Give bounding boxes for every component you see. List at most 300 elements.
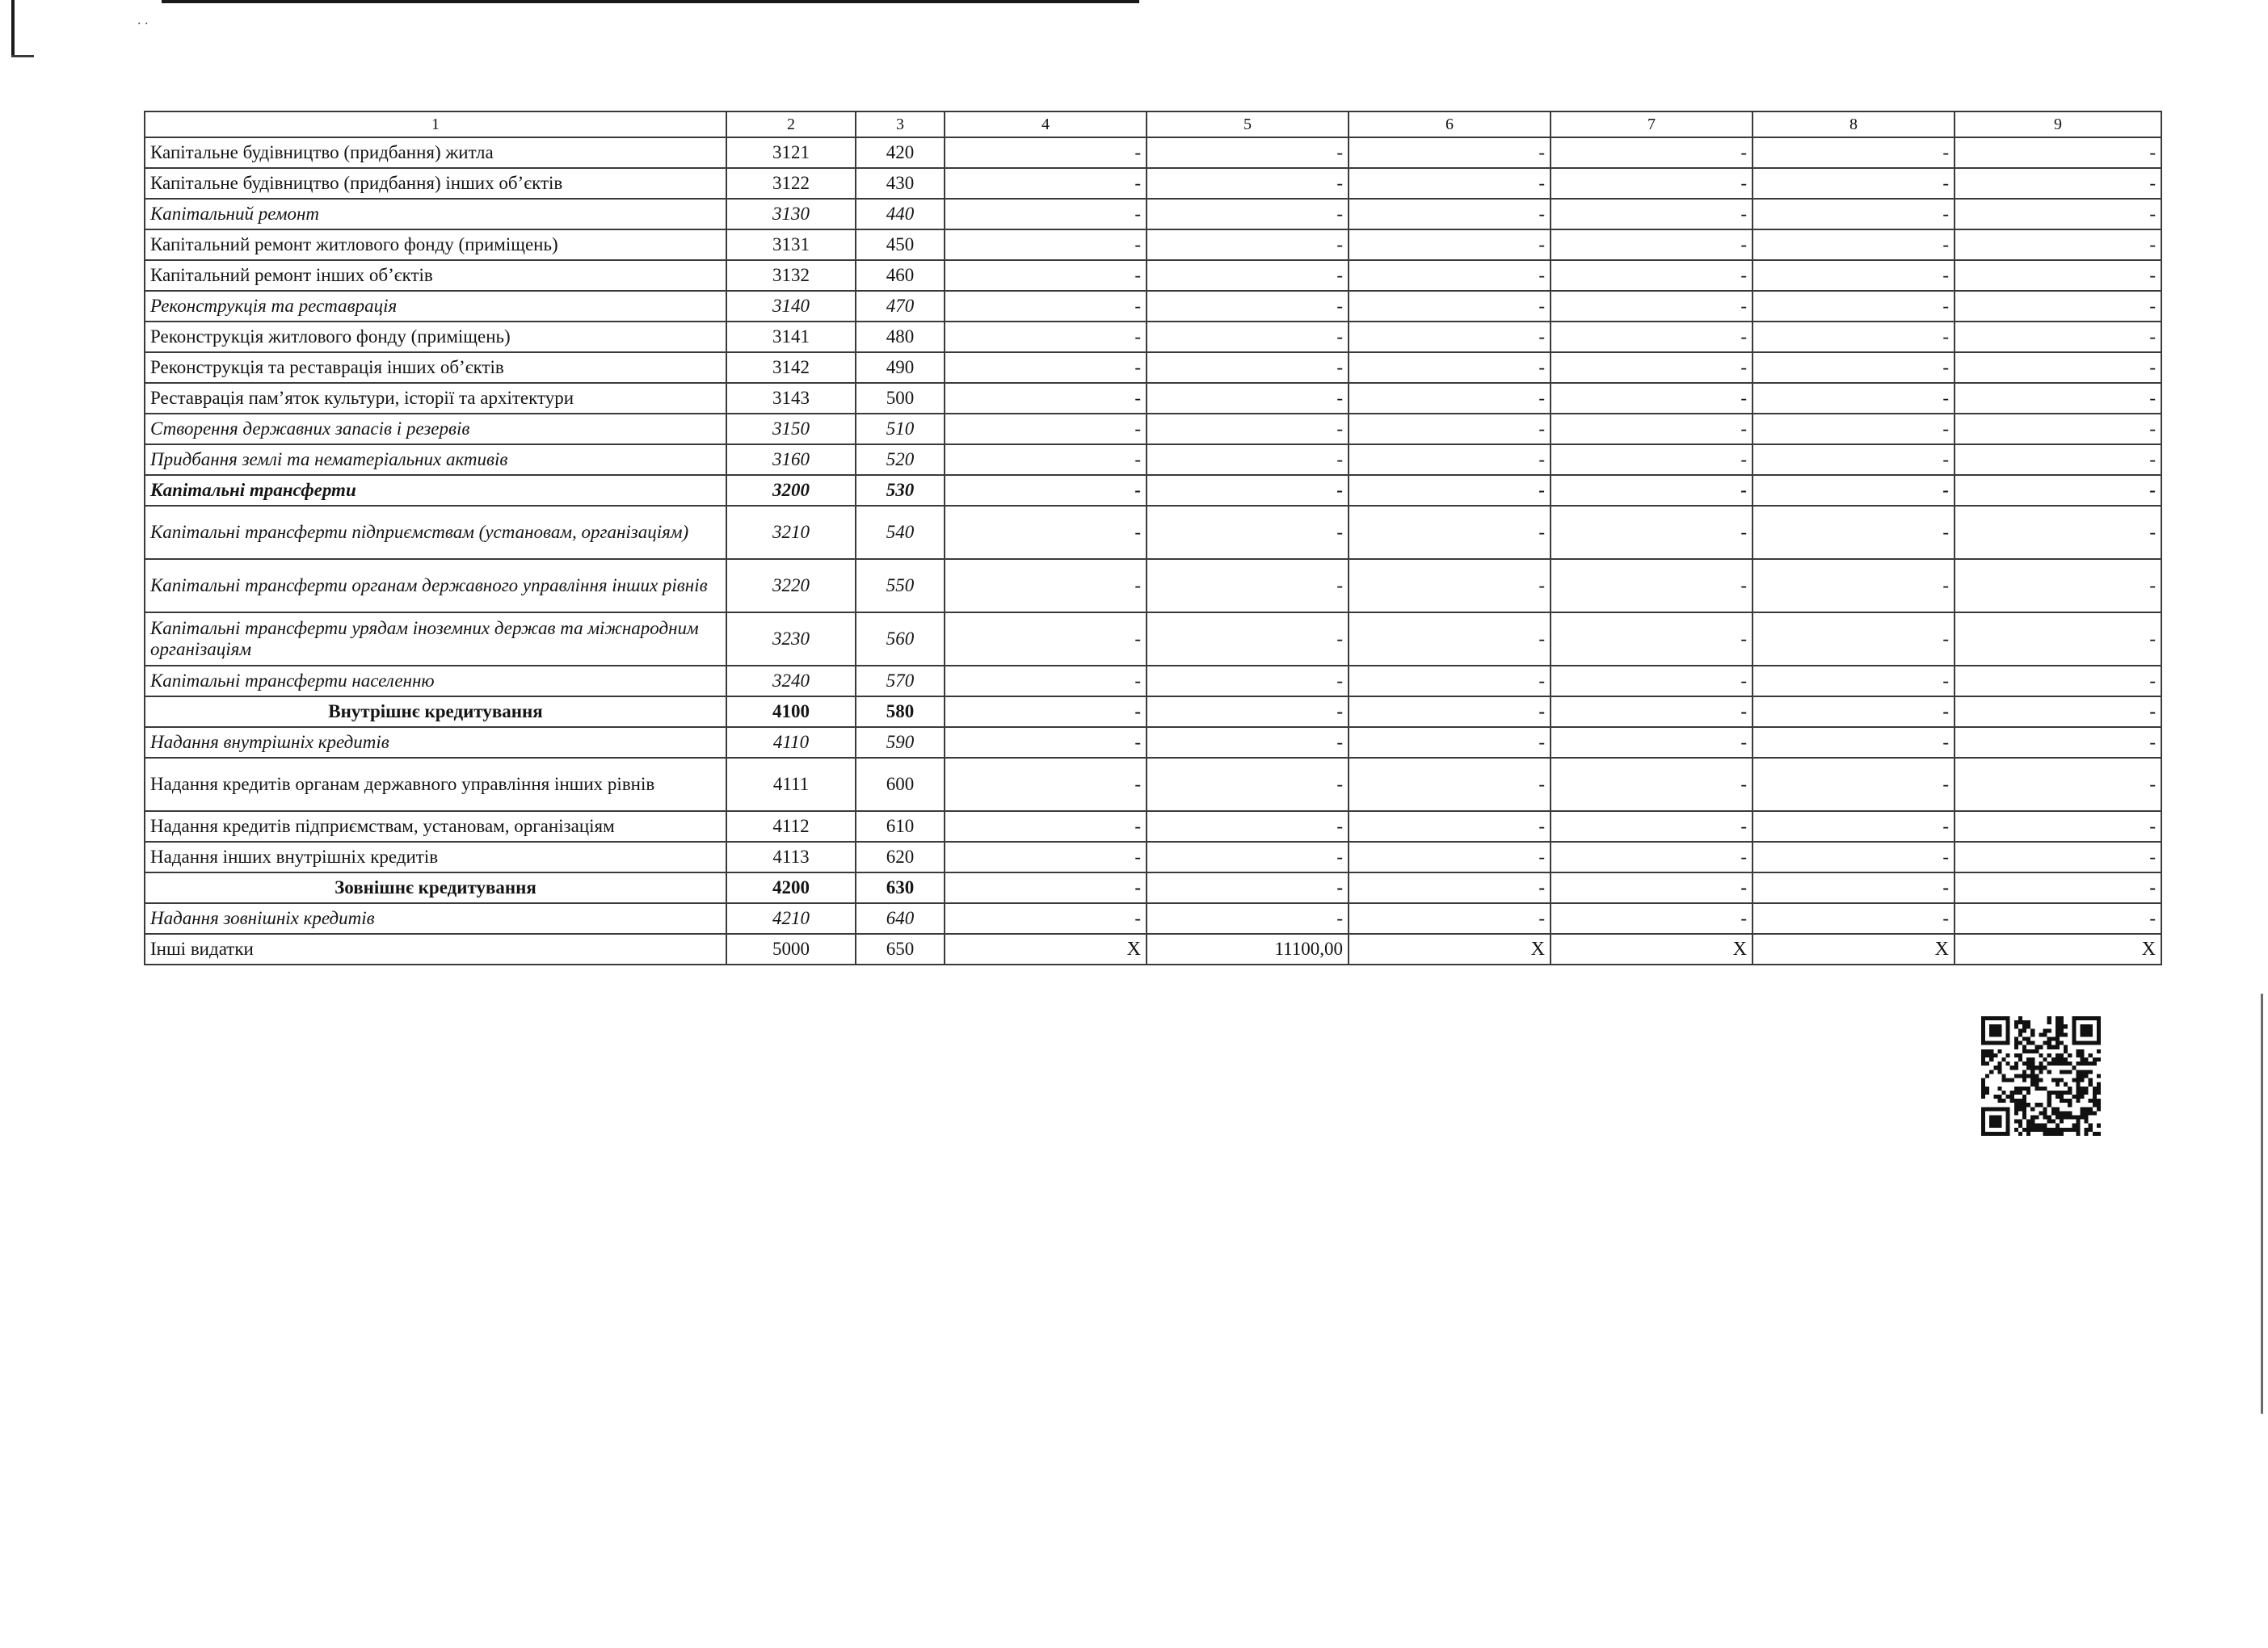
row-name: Реставрація пам’яток культури, історії та архітектури: [145, 383, 726, 414]
row-value-col-4: -: [945, 229, 1147, 260]
qr-finder-module: [2080, 1024, 2084, 1028]
qr-module: [2072, 1066, 2076, 1070]
qr-module: [2047, 1132, 2051, 1136]
qr-module: [2056, 1132, 2060, 1136]
qr-module: [2047, 1070, 2051, 1074]
qr-module: [1985, 1049, 1989, 1053]
qr-module: [1993, 1095, 1997, 1099]
row-value-col-4: X: [945, 934, 1147, 965]
qr-finder-module: [1997, 1032, 2001, 1036]
qr-finder-module: [1993, 1041, 1997, 1045]
row-value-col-7: -: [1551, 137, 1753, 168]
row-value-col-8: -: [1753, 696, 1955, 727]
qr-finder-module: [1993, 1016, 1997, 1020]
qr-module: [2022, 1103, 2026, 1107]
qr-module: [2034, 1087, 2039, 1091]
qr-finder-module: [2002, 1107, 2006, 1111]
qr-module: [2018, 1107, 2022, 1111]
qr-module: [2056, 1095, 2060, 1099]
qr-finder-module: [2085, 1028, 2089, 1032]
table-row: [145, 934, 2161, 965]
qr-module: [2043, 1066, 2047, 1070]
qr-module: [1997, 1066, 2001, 1070]
qr-module: [2026, 1124, 2030, 1128]
qr-module: [2030, 1032, 2034, 1036]
qr-module: [2006, 1095, 2010, 1099]
row-value-col-6: -: [1349, 291, 1551, 322]
qr-finder-module: [2072, 1016, 2076, 1020]
qr-module: [2043, 1107, 2047, 1111]
qr-module: [2026, 1049, 2030, 1053]
qr-module: [2034, 1066, 2039, 1070]
qr-finder-module: [2085, 1024, 2089, 1028]
qr-module: [2030, 1066, 2034, 1070]
row-value-col-8: -: [1753, 137, 1955, 168]
qr-finder-module: [2006, 1120, 2010, 1124]
row-value-col-8: -: [1753, 383, 1955, 414]
qr-module: [2097, 1124, 2101, 1128]
row-line-code: 590: [856, 727, 945, 758]
row-value-col-5: -: [1147, 260, 1349, 291]
row-value-col-8: X: [1753, 934, 1955, 965]
qr-module: [2076, 1124, 2080, 1128]
qr-finder-module: [2085, 1032, 2089, 1036]
row-value-col-7: -: [1551, 352, 1753, 383]
qr-module: [2051, 1045, 2056, 1049]
qr-module: [2097, 1132, 2101, 1136]
qr-module: [1981, 1095, 1985, 1099]
qr-module: [2043, 1057, 2047, 1062]
qr-finder-module: [1989, 1107, 1993, 1111]
qr-finder-module: [2072, 1037, 2076, 1041]
qr-module: [2026, 1037, 2030, 1041]
qr-module: [2060, 1115, 2064, 1119]
qr-module: [2047, 1099, 2051, 1103]
row-value-col-5: -: [1147, 559, 1349, 612]
row-name: Капітальні трансферти: [145, 475, 726, 506]
qr-finder-module: [2089, 1041, 2093, 1045]
table-row: [145, 444, 2161, 475]
qr-finder-module: [1997, 1016, 2001, 1020]
row-value-col-4: -: [945, 612, 1147, 666]
qr-module: [2076, 1099, 2080, 1103]
row-value-col-6: -: [1349, 260, 1551, 291]
qr-module: [2014, 1091, 2018, 1095]
row-value-col-5: -: [1147, 903, 1349, 934]
row-value-col-8: -: [1753, 229, 1955, 260]
qr-module: [2051, 1132, 2056, 1136]
qr-module: [2051, 1120, 2056, 1124]
qr-module: [2022, 1028, 2026, 1032]
qr-module: [2030, 1041, 2034, 1045]
qr-module: [2014, 1045, 2018, 1049]
row-code: 3121: [726, 137, 856, 168]
row-value-col-7: -: [1551, 168, 1753, 199]
table-row: [145, 383, 2161, 414]
qr-finder-module: [1981, 1128, 1985, 1132]
qr-module: [2076, 1120, 2080, 1124]
row-line-code: 610: [856, 811, 945, 842]
qr-module: [2056, 1091, 2060, 1095]
table-row: [145, 559, 2161, 612]
qr-finder-module: [1989, 1016, 1993, 1020]
row-value-col-7: -: [1551, 903, 1753, 934]
qr-finder-module: [2006, 1016, 2010, 1020]
row-value-col-7: -: [1551, 666, 1753, 696]
qr-module: [2085, 1111, 2089, 1115]
qr-module: [2085, 1062, 2089, 1066]
qr-module: [2051, 1111, 2056, 1115]
table-row: [145, 842, 2161, 872]
row-name: Реконструкція та реставрація інших об’єктів: [145, 352, 726, 383]
row-value-col-4: -: [945, 842, 1147, 872]
qr-module: [2043, 1115, 2047, 1119]
row-name: Придбання землі та нематеріальних активів: [145, 444, 726, 475]
qr-module: [1989, 1049, 1993, 1053]
qr-module: [2051, 1062, 2056, 1066]
row-value-col-4: -: [945, 872, 1147, 903]
qr-finder-module: [1993, 1115, 1997, 1119]
qr-module: [2060, 1120, 2064, 1124]
row-line-code: 450: [856, 229, 945, 260]
row-line-code: 440: [856, 199, 945, 229]
qr-code: [1981, 1016, 2101, 1136]
qr-module: [2026, 1057, 2030, 1062]
row-name: Капітальні трансферти урядам іноземних держав та міжнародним організаціям: [145, 612, 726, 666]
qr-module: [2089, 1099, 2093, 1103]
scan-edge-mark: [11, 0, 15, 55]
qr-module: [2056, 1053, 2060, 1057]
qr-module: [2085, 1087, 2089, 1091]
qr-module: [2018, 1103, 2022, 1107]
qr-module: [2014, 1062, 2018, 1066]
row-value-col-7: -: [1551, 475, 1753, 506]
row-code: 4111: [726, 758, 856, 811]
qr-finder-module: [2080, 1016, 2084, 1020]
qr-module: [2051, 1091, 2056, 1095]
qr-module: [2064, 1049, 2068, 1053]
table-row: [145, 168, 2161, 199]
row-value-col-9: -: [1955, 903, 2161, 934]
row-value-col-5: -: [1147, 666, 1349, 696]
qr-module: [2068, 1070, 2072, 1074]
qr-module: [2034, 1115, 2039, 1119]
row-value-col-4: -: [945, 291, 1147, 322]
row-value-col-4: -: [945, 903, 1147, 934]
row-value-col-7: -: [1551, 842, 1753, 872]
row-line-code: 530: [856, 475, 945, 506]
qr-module: [2080, 1087, 2084, 1091]
row-value-col-6: -: [1349, 842, 1551, 872]
qr-module: [1993, 1066, 1997, 1070]
row-name: Капітальний ремонт: [145, 199, 726, 229]
row-value-col-9: -: [1955, 612, 2161, 666]
row-code: 3130: [726, 199, 856, 229]
qr-module: [2018, 1041, 2022, 1045]
qr-module: [2039, 1128, 2043, 1132]
qr-finder-module: [1989, 1132, 1993, 1136]
row-value-col-5: -: [1147, 696, 1349, 727]
qr-module: [2026, 1091, 2030, 1095]
row-code: 3132: [726, 260, 856, 291]
row-value-col-4: -: [945, 559, 1147, 612]
qr-module: [2068, 1099, 2072, 1103]
qr-finder-module: [2006, 1024, 2010, 1028]
row-value-col-6: -: [1349, 872, 1551, 903]
qr-finder-module: [1993, 1028, 1997, 1032]
qr-module: [2002, 1091, 2006, 1095]
row-value-col-9: -: [1955, 811, 2161, 842]
row-value-col-9: -: [1955, 727, 2161, 758]
qr-module: [2030, 1028, 2034, 1032]
qr-module: [2047, 1037, 2051, 1041]
qr-module: [2056, 1062, 2060, 1066]
qr-finder-module: [1997, 1132, 2001, 1136]
qr-module: [2056, 1037, 2060, 1041]
qr-module: [2080, 1057, 2084, 1062]
qr-finder-module: [1981, 1041, 1985, 1045]
qr-finder-module: [2085, 1041, 2089, 1045]
qr-finder-module: [1981, 1107, 1985, 1111]
row-value-col-5: -: [1147, 352, 1349, 383]
qr-module: [2089, 1078, 2093, 1083]
qr-finder-module: [2006, 1132, 2010, 1136]
qr-finder-module: [2002, 1016, 2006, 1020]
qr-module: [2030, 1120, 2034, 1124]
row-value-col-9: -: [1955, 352, 2161, 383]
row-value-col-9: -: [1955, 475, 2161, 506]
qr-module: [2080, 1111, 2084, 1115]
qr-module: [2022, 1074, 2026, 1078]
qr-module: [2064, 1062, 2068, 1066]
qr-finder-module: [2002, 1132, 2006, 1136]
qr-module: [2034, 1083, 2039, 1087]
qr-module: [2093, 1091, 2097, 1095]
table-row: [145, 696, 2161, 727]
qr-module: [2018, 1091, 2022, 1095]
qr-finder-module: [1993, 1032, 1997, 1036]
qr-finder-module: [1989, 1041, 1993, 1045]
qr-module: [2093, 1132, 2097, 1136]
qr-module: [2080, 1070, 2084, 1074]
row-line-code: 430: [856, 168, 945, 199]
row-value-col-9: -: [1955, 758, 2161, 811]
qr-module: [2085, 1070, 2089, 1074]
row-value-col-5: -: [1147, 168, 1349, 199]
qr-finder-module: [2089, 1032, 2093, 1036]
qr-module: [2026, 1020, 2030, 1024]
row-value-col-7: -: [1551, 811, 1753, 842]
row-value-col-5: -: [1147, 612, 1349, 666]
row-line-code: 560: [856, 612, 945, 666]
qr-finder-module: [2093, 1016, 2097, 1020]
qr-module: [2076, 1091, 2080, 1095]
qr-module: [2047, 1095, 2051, 1099]
qr-module: [1997, 1099, 2001, 1103]
qr-module: [2039, 1078, 2043, 1083]
qr-finder-module: [1997, 1041, 2001, 1045]
qr-module: [2080, 1062, 2084, 1066]
row-value-col-5: -: [1147, 199, 1349, 229]
table-row: [145, 506, 2161, 559]
row-value-col-9: -: [1955, 322, 2161, 352]
row-value-col-9: -: [1955, 229, 2161, 260]
qr-finder-module: [2072, 1024, 2076, 1028]
qr-module: [2043, 1087, 2047, 1091]
row-name: Капітальне будівництво (придбання) інших об’єктів: [145, 168, 726, 199]
qr-module: [2080, 1078, 2084, 1083]
row-value-col-4: -: [945, 260, 1147, 291]
qr-finder-module: [2006, 1028, 2010, 1032]
qr-module: [1985, 1074, 1989, 1078]
table-row: [145, 475, 2161, 506]
row-value-col-9: -: [1955, 383, 2161, 414]
qr-module: [1981, 1083, 1985, 1087]
row-value-col-9: -: [1955, 872, 2161, 903]
qr-module: [2026, 1074, 2030, 1078]
row-value-col-9: -: [1955, 260, 2161, 291]
table-row: [145, 612, 2161, 666]
qr-module: [2018, 1016, 2022, 1020]
qr-module: [2018, 1057, 2022, 1062]
qr-module: [2039, 1070, 2043, 1074]
qr-finder-module: [2076, 1016, 2080, 1020]
qr-module: [2014, 1066, 2018, 1070]
qr-module: [2039, 1111, 2043, 1115]
row-name: Внутрішнє кредитування: [145, 696, 726, 727]
row-name: Надання кредитів підприємствам, установам, організаціям: [145, 811, 726, 842]
row-value-col-8: -: [1753, 168, 1955, 199]
scan-edge-mark: [162, 0, 1139, 3]
qr-module: [2047, 1020, 2051, 1024]
row-value-col-4: -: [945, 696, 1147, 727]
row-value-col-5: -: [1147, 758, 1349, 811]
row-line-code: 460: [856, 260, 945, 291]
qr-module: [2085, 1120, 2089, 1124]
qr-module: [2093, 1087, 2097, 1091]
qr-module: [2089, 1062, 2093, 1066]
qr-module: [2076, 1078, 2080, 1083]
row-value-col-8: -: [1753, 260, 1955, 291]
qr-module: [2060, 1028, 2064, 1032]
qr-module: [2022, 1020, 2026, 1024]
row-value-col-8: -: [1753, 727, 1955, 758]
qr-finder-module: [1997, 1115, 2001, 1119]
column-header-7: 7: [1551, 111, 1753, 137]
qr-finder-module: [1997, 1024, 2001, 1028]
qr-finder-module: [1993, 1120, 1997, 1124]
qr-module: [2043, 1128, 2047, 1132]
row-name: Капітальне будівництво (придбання) житла: [145, 137, 726, 168]
qr-module: [2060, 1132, 2064, 1136]
row-line-code: 480: [856, 322, 945, 352]
qr-module: [2034, 1078, 2039, 1083]
row-code: 4100: [726, 696, 856, 727]
row-value-col-6: -: [1349, 352, 1551, 383]
qr-module: [2026, 1128, 2030, 1132]
row-line-code: 510: [856, 414, 945, 444]
qr-finder-module: [1997, 1120, 2001, 1124]
qr-module: [2018, 1087, 2022, 1091]
qr-module: [2093, 1062, 2097, 1066]
qr-finder-module: [1981, 1037, 1985, 1041]
qr-module: [1981, 1091, 1985, 1095]
qr-module: [2060, 1024, 2064, 1028]
qr-module: [2014, 1074, 2018, 1078]
row-value-col-8: -: [1753, 291, 1955, 322]
row-value-col-5: -: [1147, 872, 1349, 903]
row-value-col-8: -: [1753, 872, 1955, 903]
qr-module: [2010, 1099, 2014, 1103]
qr-module: [2080, 1107, 2084, 1111]
qr-module: [2014, 1099, 2018, 1103]
qr-module: [2030, 1107, 2034, 1111]
row-code: 3220: [726, 559, 856, 612]
row-code: 4112: [726, 811, 856, 842]
row-line-code: 580: [856, 696, 945, 727]
qr-finder-module: [1981, 1032, 1985, 1036]
qr-module: [2060, 1099, 2064, 1103]
qr-module: [2030, 1057, 2034, 1062]
qr-finder-module: [1981, 1016, 1985, 1020]
qr-finder-module: [2080, 1032, 2084, 1036]
row-value-col-6: -: [1349, 612, 1551, 666]
qr-module: [2064, 1057, 2068, 1062]
row-value-col-4: -: [945, 506, 1147, 559]
qr-module: [2064, 1083, 2068, 1087]
qr-module: [2030, 1074, 2034, 1078]
row-code: 4110: [726, 727, 856, 758]
column-header-9: 9: [1955, 111, 2161, 137]
qr-module: [2047, 1115, 2051, 1119]
row-value-col-7: -: [1551, 229, 1753, 260]
qr-module: [2018, 1074, 2022, 1078]
qr-module: [1997, 1070, 2001, 1074]
table-row: [145, 666, 2161, 696]
qr-module: [2064, 1024, 2068, 1028]
qr-module: [2026, 1087, 2030, 1091]
qr-module: [2089, 1083, 2093, 1087]
qr-module: [1997, 1095, 2001, 1099]
row-value-col-8: -: [1753, 475, 1955, 506]
qr-module: [2056, 1028, 2060, 1032]
qr-finder-module: [2006, 1032, 2010, 1036]
row-name: Надання внутрішніх кредитів: [145, 727, 726, 758]
row-line-code: 570: [856, 666, 945, 696]
row-name: Реконструкція житлового фонду (приміщень): [145, 322, 726, 352]
table-row: [145, 291, 2161, 322]
qr-module: [2051, 1128, 2056, 1132]
qr-finder-module: [1981, 1024, 1985, 1028]
row-code: 3150: [726, 414, 856, 444]
qr-module: [1981, 1049, 1985, 1053]
qr-module: [2047, 1103, 2051, 1107]
row-value-col-6: -: [1349, 811, 1551, 842]
qr-module: [2006, 1053, 2010, 1057]
row-code: 3240: [726, 666, 856, 696]
qr-module: [2089, 1111, 2093, 1115]
qr-module: [2034, 1103, 2039, 1107]
qr-finder-module: [1981, 1120, 1985, 1124]
row-value-col-5: -: [1147, 811, 1349, 842]
qr-module: [2068, 1053, 2072, 1057]
row-name: Надання кредитів органам державного управління інших рівнів: [145, 758, 726, 811]
row-value-col-9: -: [1955, 291, 2161, 322]
qr-module: [2030, 1083, 2034, 1087]
qr-module: [2068, 1128, 2072, 1132]
qr-finder-module: [1985, 1041, 1989, 1045]
row-value-col-9: -: [1955, 842, 2161, 872]
